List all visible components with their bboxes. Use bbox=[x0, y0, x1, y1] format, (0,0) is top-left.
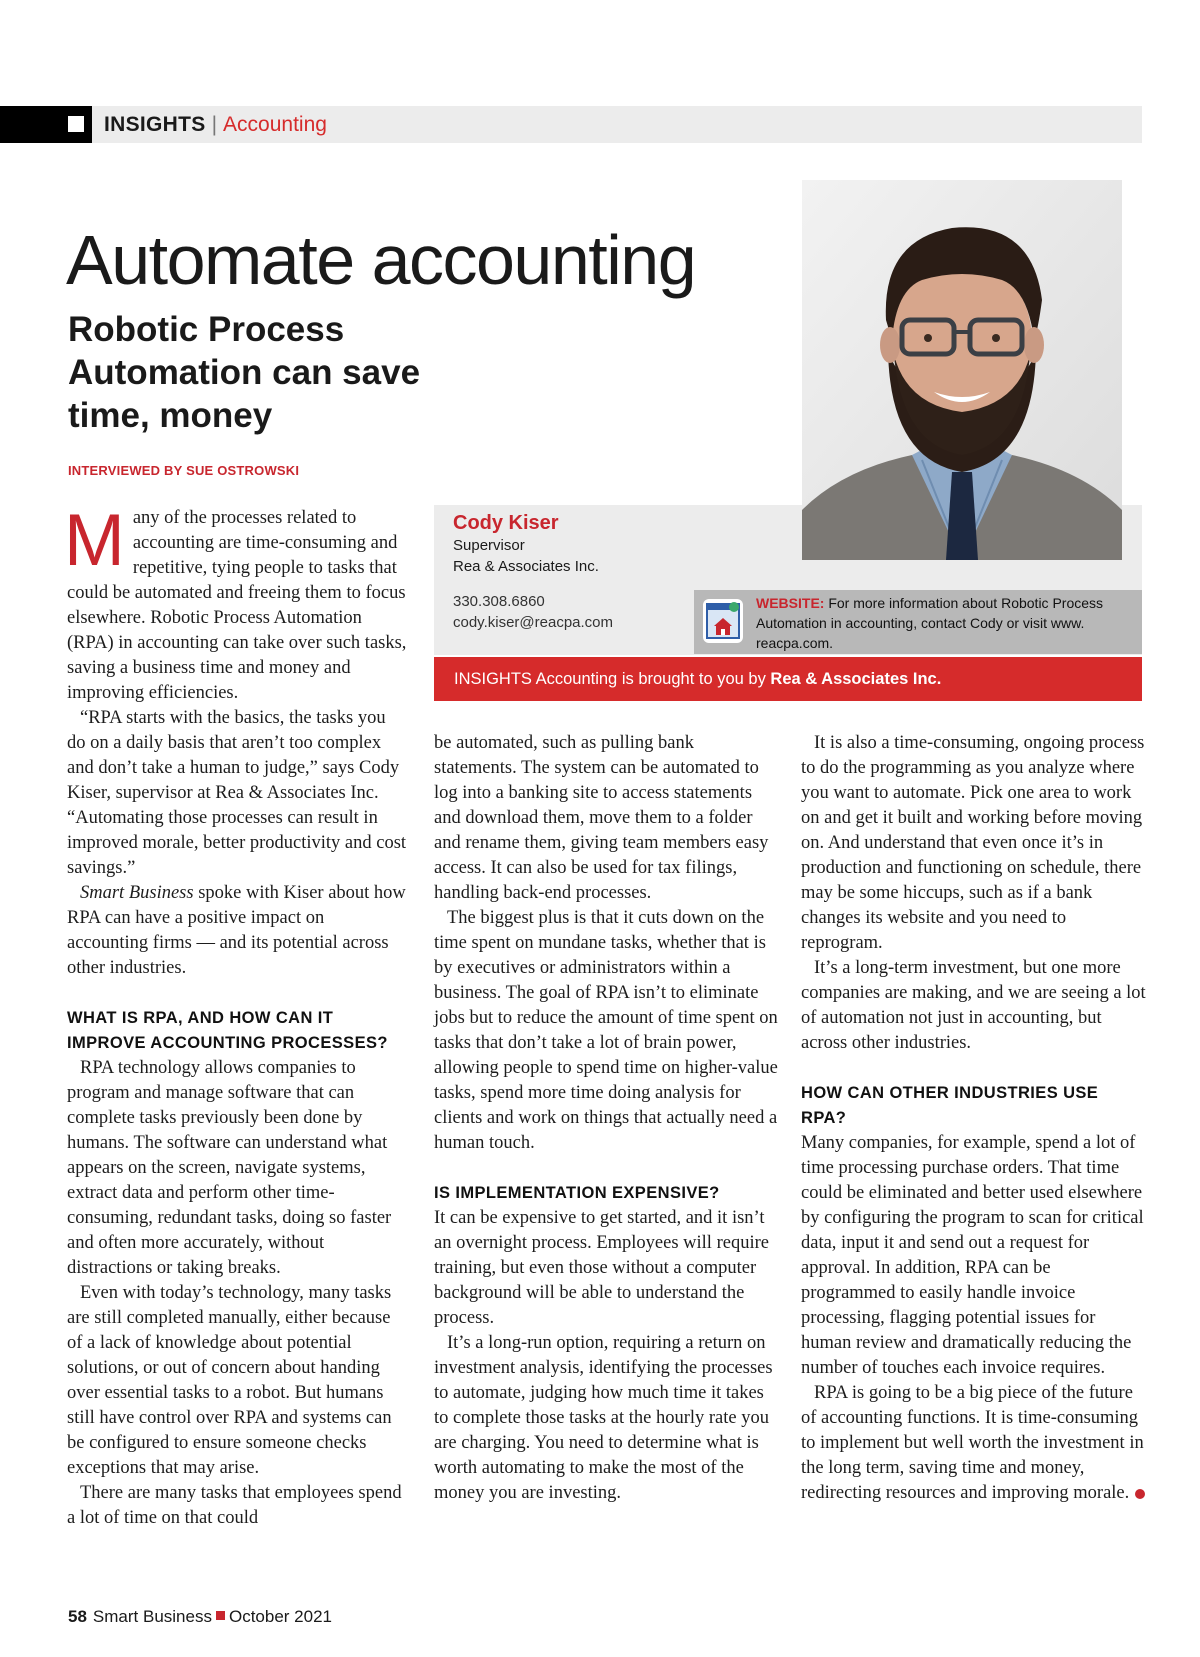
paragraph: It is also a time-consuming, ongoing process to do the programming as you analyze where you want to automate. Pick one area to work on and get it built and working before moving on. And understand that even once it’s in production and functioning on schedule, there may be some hiccups, such as if a bank changes its website and you need to reprogram. bbox=[801, 733, 1145, 953]
website-label: WEBSITE: bbox=[756, 595, 825, 611]
paragraph-intro bbox=[64, 500, 407, 706]
portrait-photo bbox=[802, 180, 1122, 560]
paragraph: Even with today’s technology, many tasks are still completed manually, either because of a lack of knowledge about potential solutions, or out of concern about handing over essential tasks to a robot. But humans still have control over RPA and systems can be configured to ensure someone checks exceptions that may arise. bbox=[67, 1283, 392, 1478]
section-heading: HOW CAN OTHER INDUSTRIES USE RPA? bbox=[801, 1084, 1099, 1127]
article-subheadline: Robotic Process Automation can save time, money bbox=[68, 310, 421, 435]
article-headline: Automate accounting bbox=[66, 221, 696, 299]
contact-phone: 330.308.6860 bbox=[453, 593, 545, 610]
section-heading: IS IMPLEMENTATION EXPENSIVE? bbox=[434, 1184, 720, 1202]
paragraph-intro-text: any of the processes related to accounting are time-consuming and repetitive, tying people to tasks that could be automated and freeing them to focus elsewhere. Robotic Process Automation (RPA) in accounting can take over such tasks, saving a business time and money and improving efficiencies. bbox=[67, 508, 407, 703]
page-footer bbox=[68, 1607, 332, 1627]
paragraph: It’s a long-run option, requiring a return on investment analysis, identifying the processes to automate, judging how much time it takes to complete those tasks at the hourly rate you are charging. You need to determine what is worth automating to make the most of the money you are investing. bbox=[434, 1333, 773, 1503]
section-heading: WHAT IS RPA, AND HOW CAN IT IMPROVE ACCOUNTING PROCESSES? bbox=[67, 1009, 388, 1052]
section-label bbox=[104, 111, 327, 138]
paragraph: The biggest plus is that it cuts down on the time spent on mundane tasks, whether that is by executives or administrators within a business. The goal of RPA isn’t to eliminate jobs but to reduce the amount of time spent on tasks that don’t take a lot of brain power, allowing people to spend time on higher-value tasks, spend more time doing analysis for clients and work on things that actually need a human touch. bbox=[434, 908, 778, 1153]
paragraph bbox=[67, 881, 407, 981]
paragraph: be automated, such as pulling bank statements. The system can be automated to log into a banking site to access statements and download them, move them to a folder and rename them, giving team members easy access. It can also be used for tax filings, handling back-end processes. bbox=[434, 733, 769, 903]
spacer bbox=[67, 981, 407, 1006]
article-byline: INTERVIEWED BY SUE OSTROWSKI bbox=[68, 463, 300, 478]
contact-company: Rea & Associates Inc. bbox=[453, 558, 599, 575]
sponsor-prefix: INSIGHTS Accounting is brought to you by bbox=[454, 670, 766, 688]
paragraph: It’s a long-term investment, but one more companies are making, and we are seeing a lot of automation not just in accounting, but across other industries. bbox=[801, 958, 1146, 1053]
page-number: 58 bbox=[68, 1607, 87, 1626]
website-description[interactable]: For more information about Robotic Process Automation in accounting, contact Cody or visit www. reacpa.com. bbox=[756, 595, 1104, 651]
contact-email[interactable]: cody.kiser@reacpa.com bbox=[453, 614, 614, 631]
publication-name: Smart Business bbox=[80, 883, 194, 903]
portrait-illustration bbox=[802, 180, 1122, 560]
section-separator: | bbox=[211, 113, 218, 136]
website-text bbox=[756, 593, 1140, 653]
contact-name: Cody Kiser bbox=[453, 512, 559, 534]
contact-title: Supervisor bbox=[453, 537, 525, 554]
paragraph: It can be expensive to get started, and it isn’t an overnight process. Employees will require training, but even those without a computer background will be able to understand the process. bbox=[434, 1208, 769, 1328]
sponsor-bar bbox=[434, 657, 1142, 701]
drop-cap: M bbox=[64, 500, 125, 581]
footer-square-icon bbox=[216, 1611, 225, 1620]
section-topic: Accounting bbox=[223, 113, 327, 136]
paragraph: Many companies, for example, spend a lot of time processing purchase orders. That time could be eliminated and better used elsewhere by configuring the program to scan for critical data, input it and send out a request for approval. In addition, RPA can be programmed to easily handle invoice processing, flagging potential issues for human review and dramatically reducing the number of touches each invoice requires. bbox=[801, 1133, 1144, 1378]
paragraph: There are many tasks that employees spend a lot of time on that could bbox=[67, 1483, 402, 1528]
section-kicker: INSIGHTS bbox=[104, 113, 206, 136]
section-square-icon bbox=[68, 116, 84, 132]
paragraph-closing bbox=[801, 1381, 1146, 1506]
paragraph-text: spoke with Kiser about how RPA can have a positive impact on accounting firms — and its potential across other industries. bbox=[67, 883, 406, 978]
spacer bbox=[434, 1156, 779, 1181]
footer-publication: Smart Business bbox=[92, 1607, 212, 1626]
spacer bbox=[801, 1056, 1146, 1081]
article-column-3 bbox=[801, 731, 1146, 1506]
paragraph-text: RPA is going to be a big piece of the future of accounting functions. It is time-consuming to implement but well worth the investment in the long term, saving time and money, redirecting resources and improving morale. bbox=[801, 1383, 1144, 1503]
sponsor-name: Rea & Associates Inc. bbox=[770, 670, 942, 688]
footer-issue: October 2021 bbox=[228, 1607, 332, 1626]
article-column-1 bbox=[64, 500, 407, 1531]
paragraph: “RPA starts with the basics, the tasks you do on a daily basis that aren’t too complex and don’t take a human to judge,” says Cody Kiser, supervisor at Rea & Associates Inc. “Automating those processes can result in improved morale, better productivity and cost savings.” bbox=[67, 708, 407, 878]
end-mark-icon bbox=[1135, 1489, 1145, 1499]
website-icon bbox=[700, 596, 746, 646]
article-column-2 bbox=[434, 731, 779, 1506]
paragraph: RPA technology allows companies to program and manage software that can complete tasks previously been done by humans. The software can understand what appears on the screen, navigate systems, extract data and perform other time-consuming, redundant tasks, doing so faster and often more accurately, without distractions or taking breaks. bbox=[67, 1058, 392, 1278]
